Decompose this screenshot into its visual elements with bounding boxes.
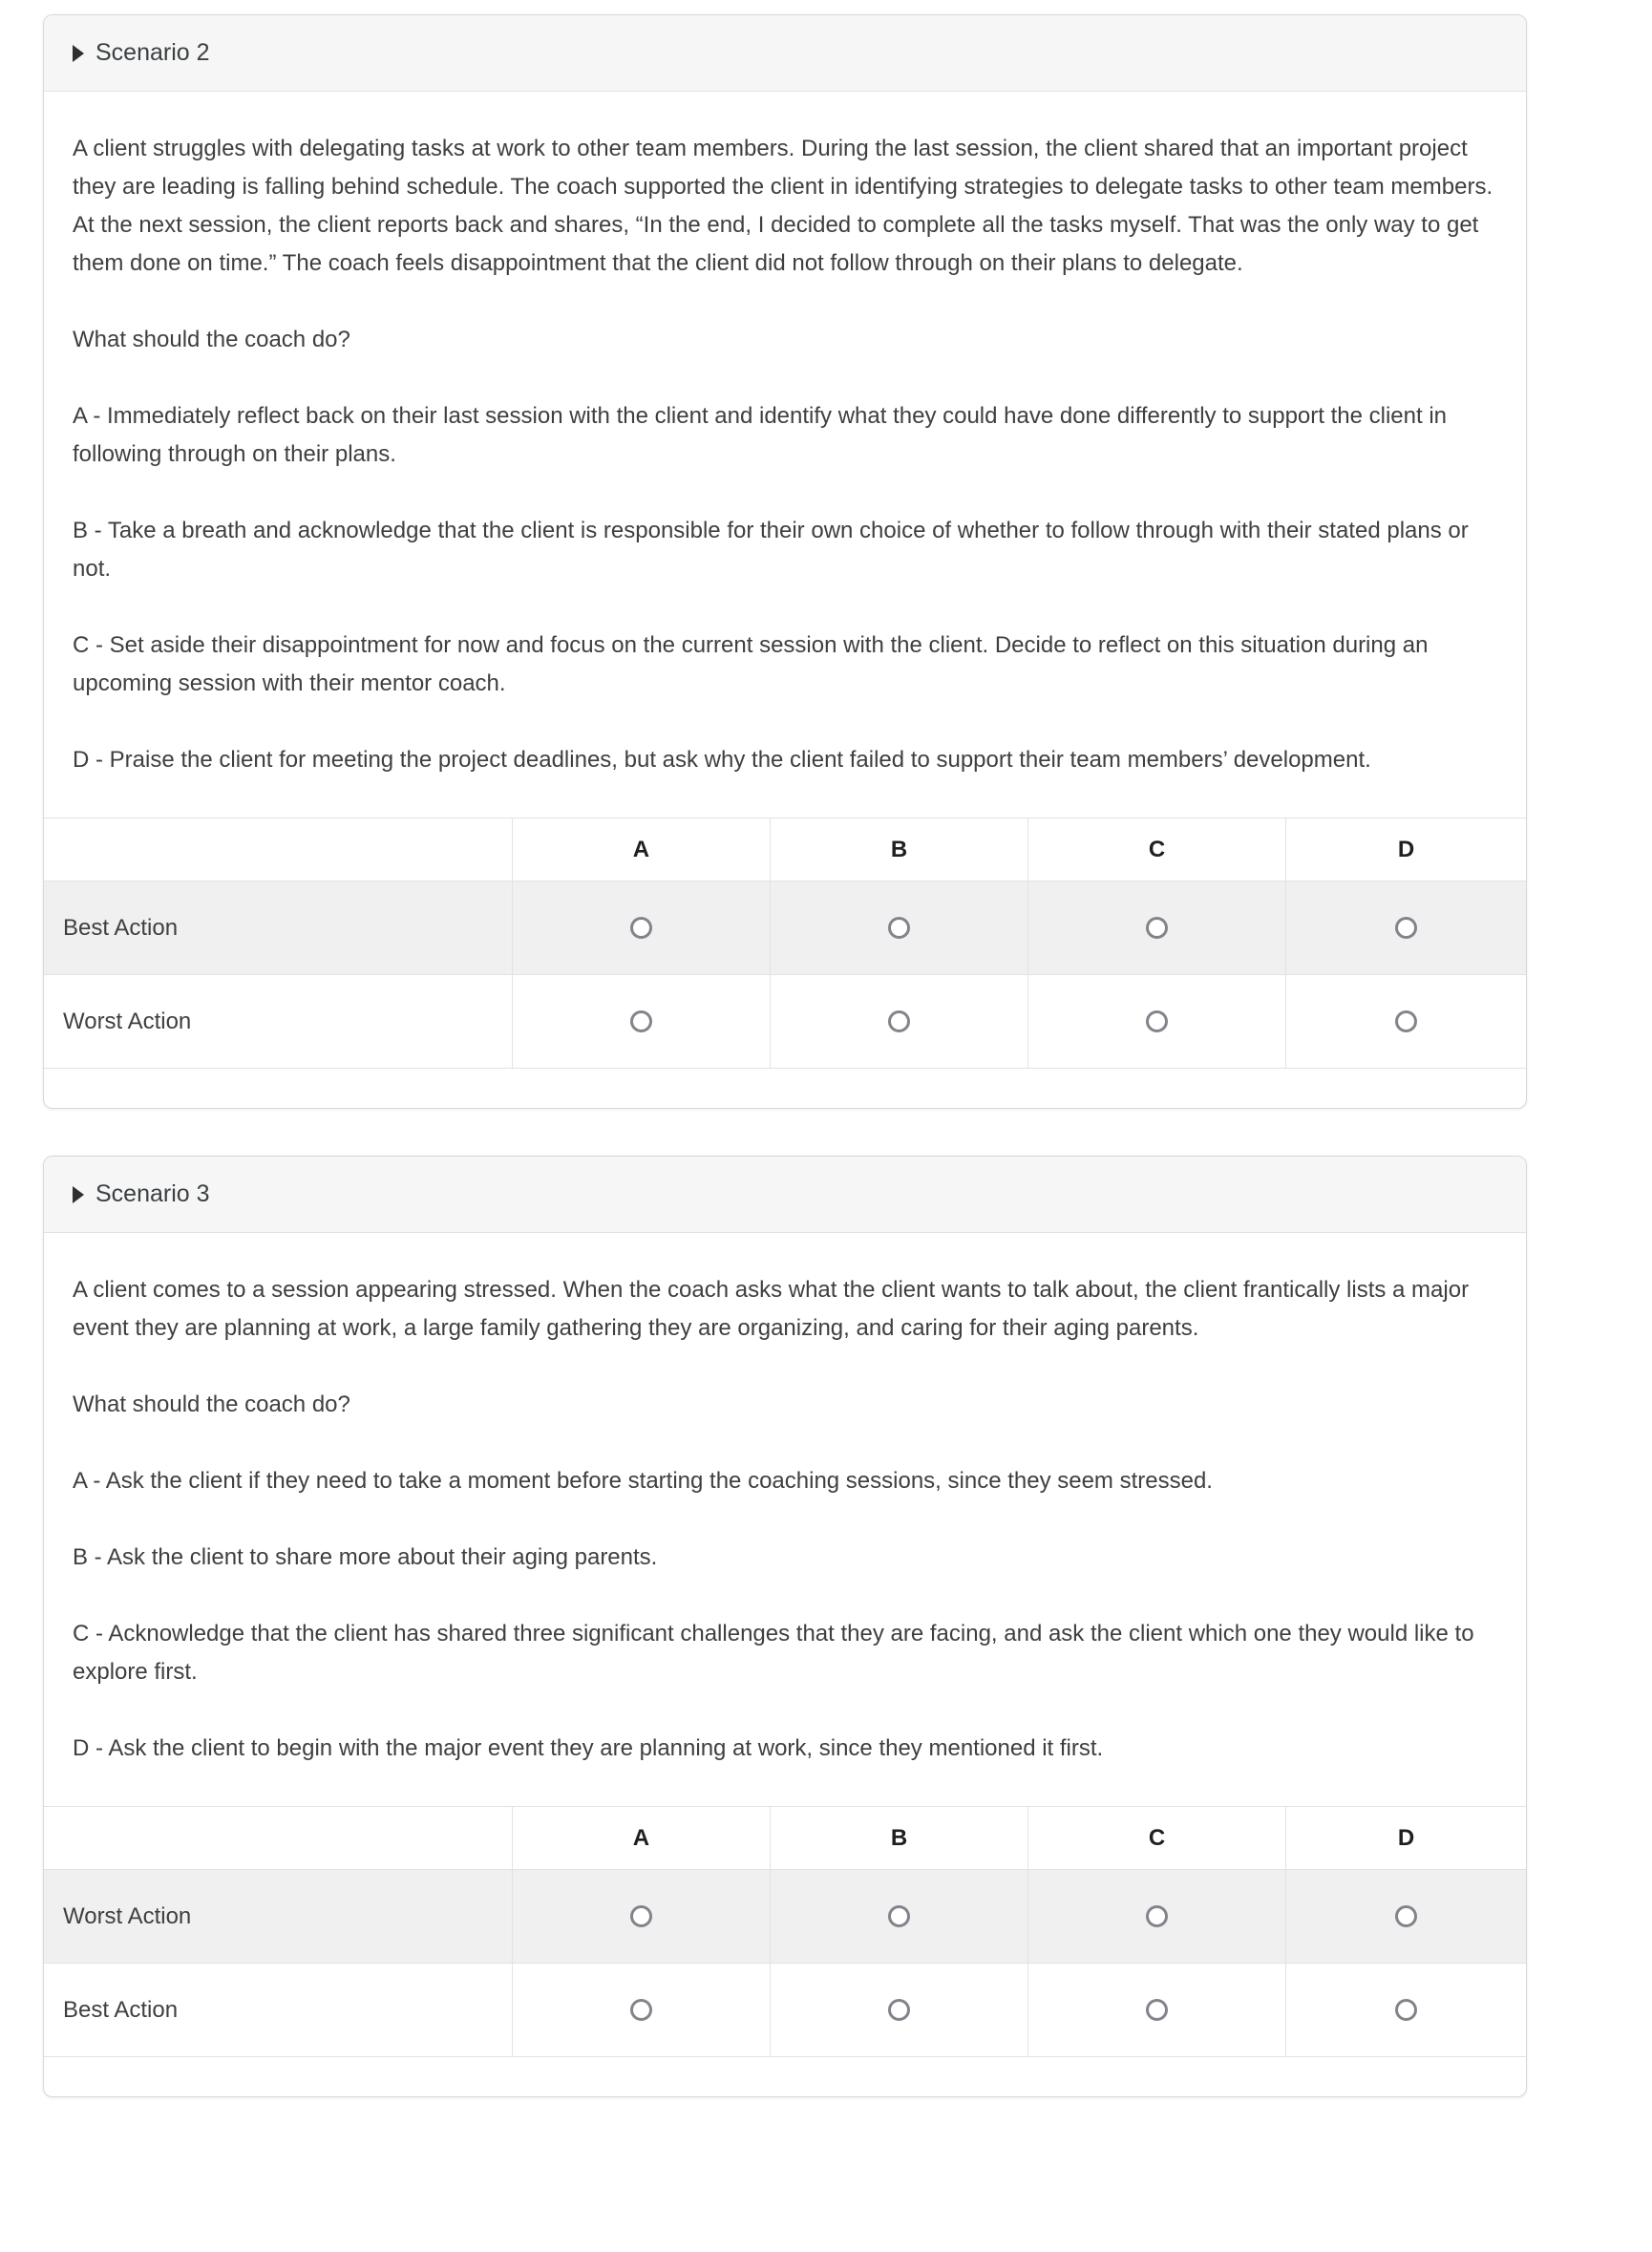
scenario-3-answer-table xyxy=(44,1806,1526,2057)
table-header-row xyxy=(44,1807,1526,1870)
column-header-d: D xyxy=(1286,818,1526,882)
s2-worst-action-radio-c[interactable] xyxy=(1146,1010,1168,1032)
card-bottom-spacer xyxy=(44,2057,1526,2096)
column-header-d: D xyxy=(1286,1807,1526,1870)
scenario-3-option-a: A - Ask the client if they need to take a moment before starting the coaching sessions, since they seem stressed. xyxy=(73,1468,1213,1494)
s3-best-action-radio-b[interactable] xyxy=(888,1999,910,2021)
scenario-2-option-b: B - Take a breath and acknowledge that the client is responsible for their own choice of whether to follow through with their stated plans or not. xyxy=(73,518,1469,582)
scenario-3-title: Scenario 3 xyxy=(95,1180,210,1207)
scenario-3-body xyxy=(44,1233,1526,1768)
scenario-3-paragraph: A client comes to a session appearing stressed. When the coach asks what the client wants to talk about, the client frantically lists a major event they are planning at work, a large family gathering they are organizing, and caring for their aging parents. xyxy=(73,1277,1470,1341)
row-label-best-action: Best Action xyxy=(44,882,512,975)
scenario-2-option-d: D - Praise the client for meeting the project deadlines, but ask why the client failed to support their team members’ development. xyxy=(73,747,1371,773)
column-header-c: C xyxy=(1028,1807,1286,1870)
scenario-2-answer-table xyxy=(44,818,1526,1069)
s3-worst-action-radio-b[interactable] xyxy=(888,1905,910,1927)
card-bottom-spacer xyxy=(44,1069,1526,1108)
scenario-3-card xyxy=(43,1156,1527,2097)
scenario-3-question: What should the coach do? xyxy=(73,1392,350,1417)
s3-best-action-radio-d[interactable] xyxy=(1395,1999,1417,2021)
column-header-b: B xyxy=(770,818,1027,882)
column-header-c: C xyxy=(1028,818,1286,882)
column-header-b: B xyxy=(770,1807,1027,1870)
s2-worst-action-radio-d[interactable] xyxy=(1395,1010,1417,1032)
column-header-a: A xyxy=(512,818,770,882)
s3-best-action-radio-a[interactable] xyxy=(630,1999,652,2021)
row-label-worst-action: Worst Action xyxy=(44,975,512,1069)
s2-best-action-radio-d[interactable] xyxy=(1395,917,1417,939)
collapse-arrow-icon xyxy=(73,45,84,62)
s2-best-action-radio-b[interactable] xyxy=(888,917,910,939)
scenario-3-option-b: B - Ask the client to share more about their aging parents. xyxy=(73,1544,658,1570)
collapse-arrow-icon xyxy=(73,1186,84,1203)
s3-best-action-radio-c[interactable] xyxy=(1146,1999,1168,2021)
s2-best-action-radio-a[interactable] xyxy=(630,917,652,939)
table-row xyxy=(44,975,1526,1069)
scenario-3-option-c: C - Acknowledge that the client has shared three significant challenges that they are facing, and ask the client which one they would like to explore first. xyxy=(73,1621,1474,1685)
table-row xyxy=(44,1870,1526,1964)
scenario-2-card xyxy=(43,14,1527,1109)
s2-worst-action-radio-b[interactable] xyxy=(888,1010,910,1032)
row-label-worst-action: Worst Action xyxy=(44,1870,512,1964)
s2-best-action-radio-c[interactable] xyxy=(1146,917,1168,939)
empty-header-cell xyxy=(44,818,512,882)
scenario-2-title: Scenario 2 xyxy=(95,39,210,66)
scenario-2-body xyxy=(44,92,1526,779)
s3-worst-action-radio-a[interactable] xyxy=(630,1905,652,1927)
s3-worst-action-radio-c[interactable] xyxy=(1146,1905,1168,1927)
s2-worst-action-radio-a[interactable] xyxy=(630,1010,652,1032)
scenario-3-header[interactable] xyxy=(44,1157,1526,1233)
scenario-2-option-a: A - Immediately reflect back on their last session with the client and identify what they could have done differently to support the client in following through on their plans. xyxy=(73,403,1448,467)
scenario-2-paragraph: A client struggles with delegating tasks at work to other team members. During the last session, the client shared that an important project they are leading is falling behind schedule. The coach supported the client in identifying strategies to delegate tasks to other team members. At the next session, the client reports back and shares, “In the end, I decided to complete all the tasks myself. That was the only way to get them done on time.” The coach feels disappointment that the client did not follow through on their plans to delegate. xyxy=(73,136,1493,276)
table-row xyxy=(44,882,1526,975)
column-header-a: A xyxy=(512,1807,770,1870)
table-header-row xyxy=(44,818,1526,882)
scenario-2-question: What should the coach do? xyxy=(73,327,350,352)
empty-header-cell xyxy=(44,1807,512,1870)
s3-worst-action-radio-d[interactable] xyxy=(1395,1905,1417,1927)
scenario-2-option-c: C - Set aside their disappointment for now and focus on the current session with the client. Decide to reflect on this situation during an upcoming session with their mentor coach. xyxy=(73,632,1429,696)
table-row xyxy=(44,1964,1526,2057)
scenario-3-option-d: D - Ask the client to begin with the major event they are planning at work, since they mentioned it first. xyxy=(73,1735,1104,1761)
scenario-2-header[interactable] xyxy=(44,15,1526,92)
row-label-best-action: Best Action xyxy=(44,1964,512,2057)
